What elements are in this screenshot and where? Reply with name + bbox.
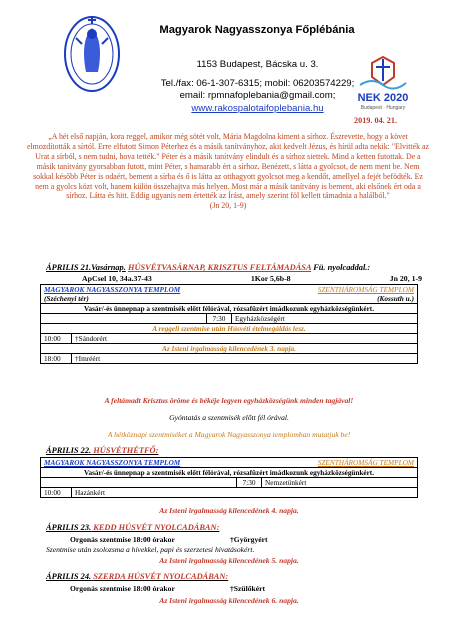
bulletin-date: 2019. 04. 21. — [354, 116, 397, 125]
confession-note: Gyóntatás a szentmisék előtt fél órával. — [169, 413, 289, 422]
email: email: rpmnafoplebania@gmail.com; — [179, 90, 336, 102]
day3-after: Szentmise után zsolozsma a hívekkel, papi és szerzetesi hivatásokért. — [46, 545, 255, 554]
gospel-text: „A hét első napján, kora reggel, amikor még sötét volt, Mária Magdolna kiment a sírhoz. Észrevette, hogy a követ elmozdították a sírtól. Erre elfutott Simon Péterhez és a másik tanítványhoz, akit kedvelt Jézus, és hírül adta nekik: "Elvitték az Urat a sírból, s nem tudni, hova tették." Péter és a másik tanítvány elindult és a sírhoz siettek. Mind a ketten futottak. De a másik tanítvány gyorsabban futott, mint Péter, s hamarabb ért a sírhoz. Benézett, s látta a gyolcsot, de nem ment be. Nem sokkal később Péter is odaért, bement a sírba és ő is látta az otthagyott gyolcsot meg a kendőt, amellyel a fejét befödték. Ez nem a gyolcs közt volt, hanem külön összehajtva más helyen. Most már a másik tanítvány is bement, aki elsőnek ért oda a sírhoz. Látta és hitt. Eddig ugyanis nem értették az Írást, amely szerint föl kellett támadnia a halálból." — [26, 132, 430, 201]
day3-intention: †Györgyért — [230, 535, 268, 544]
day1-readings — [82, 274, 422, 283]
day1-intention-1000: †Sándorért — [75, 334, 108, 343]
day4-name: SZERDA HÚSVÉT NYOLCADÁBAN: — [93, 572, 229, 581]
day2-rosary-notice: Vasár/-és ünnepnap a szentmisék előtt félórával, rózsafüzért imádkozunk egyházközségünkért. — [41, 468, 418, 478]
day1-heading — [46, 263, 436, 272]
day2-time-1000: 10:00 — [41, 488, 72, 497]
day4-intention: †Szülőkért — [230, 584, 266, 593]
nek-subtitle: Budapest · Hungary — [360, 105, 406, 111]
nek-title: NEK 2020 — [357, 92, 409, 104]
day1-time-1000: 10:00 — [41, 334, 72, 343]
parish-logo — [62, 14, 122, 94]
day1-novena: Az Isteni irgalmasság kilencedének 3. napja. — [41, 344, 418, 354]
day3-novena: Az Isteni irgalmasság kilencedének 5. napja. — [159, 556, 299, 565]
day2-time-730: 7:30 — [237, 478, 262, 487]
day2-church2: SZENTHÁROMSÁG TEMPLOM — [260, 458, 418, 468]
day2-intention-1000: Hazánkért — [75, 488, 105, 497]
church2-header: SZENTHÁROMSÁG TEMPLOM (Kossuth u.) — [248, 285, 418, 304]
day1-blessing: A reggeli szentmise után Húsvéti ételmegáldás lesz. — [41, 324, 418, 334]
day1-intention-1800: †Imréért — [75, 354, 101, 363]
easter-wish: A feltámadt Krisztus öröme és békéje legyen egyházközségünk minden tagjával! — [104, 396, 354, 405]
gospel-quote — [26, 132, 430, 211]
day1-intention-730: Egyházközségért — [234, 314, 285, 323]
day3-heading — [46, 523, 219, 532]
day4-date: ÁPRILIS 24. — [46, 572, 92, 581]
contact-block — [135, 59, 380, 115]
day4-mass — [70, 584, 370, 593]
reading-3: Jn 20, 1-9 — [389, 274, 422, 283]
day3-date: ÁPRILIS 23. — [46, 523, 92, 532]
parish-name: Magyarok Nagyasszonya Főplébánia — [159, 24, 355, 36]
day4-mass-time: Orgonás szentmise 18:00 órakor — [70, 584, 175, 593]
day1-feast: HÚSVÉTVASÁRNAP, KRISZTUS FELTÁMADÁSA — [127, 263, 312, 272]
day2-heading — [46, 446, 158, 455]
day1-schedule-table — [40, 284, 418, 364]
day1-time-730: 7:30 — [206, 314, 231, 323]
day2-schedule-table — [40, 457, 418, 498]
reading-2: 1Kor 5,6b-8 — [250, 274, 291, 283]
address: 1153 Budapest, Bácska u. 3. — [196, 59, 319, 70]
day1-rosary-notice: Vasár/-és ünnepnap a szentmisék előtt félórával, rózsafüzért imádkozunk egyházközségünkért. — [41, 304, 418, 314]
day3-mass — [70, 535, 370, 544]
reading-1: ApCsel 10, 34a.37-43 — [82, 274, 152, 283]
day2-intention-730: Nemzetünkért — [265, 478, 307, 487]
day2-date: ÁPRILIS 22. — [46, 446, 92, 455]
day4-novena: Az Isteni irgalmasság kilencedének 6. napja. — [159, 596, 299, 605]
weekday-note: A hétköznapi szentmiséket a Magyarok Nagyasszonya templomban mutatjuk be! — [107, 430, 351, 439]
phone: Tel./fax: 06-1-307-6315; mobil: 06203574229; — [160, 77, 355, 89]
day3-name: KEDD HÚSVÉT NYOLCADÁBAN: — [93, 523, 220, 532]
day1-name: Vasárnap. — [91, 263, 126, 272]
nek-logo — [352, 55, 414, 111]
gospel-reference: (Jn 20, 1-9) — [209, 201, 247, 211]
day1-time-1800: 18:00 — [41, 354, 72, 363]
day4-heading — [46, 572, 228, 581]
day2-church1: MAGYAROK NAGYASSZONYA TEMPLOM — [41, 458, 260, 468]
website-link[interactable]: www.rakospalotaifoplebania.hu — [191, 102, 324, 114]
day2-name: HÚSVÉTHÉTFŐ: — [93, 446, 159, 455]
day2-novena: Az Isteni irgalmasság kilencedének 4. napja. — [159, 506, 299, 515]
day3-mass-time: Orgonás szentmise 18:00 órakor — [70, 535, 175, 544]
day1-color: Fü. nyolcaddal.: — [313, 263, 371, 272]
church1-header: MAGYAROK NAGYASSZONYA TEMPLOM (Széchenyi tér) — [41, 285, 248, 304]
day1-date: ÁPRILIS 21. — [46, 263, 92, 272]
